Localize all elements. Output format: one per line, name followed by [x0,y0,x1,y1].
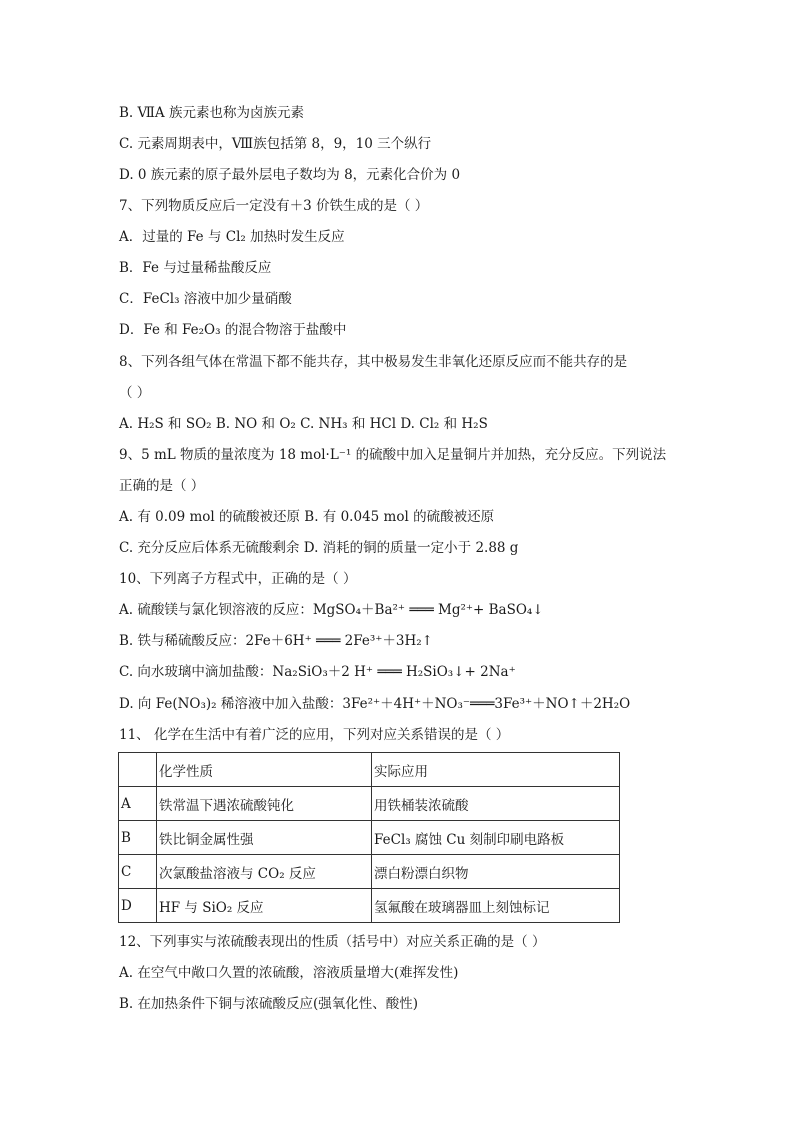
question-12: 12、下列事实与浓硫酸表现出的性质（括号中）对应关系正确的是（ ） [119,934,546,950]
table-row [119,855,620,889]
table-cell: 次氯酸盐溶液与 CO₂ 反应 [157,855,372,889]
option-line: A. H₂S 和 SO₂ B. NO 和 O₂ C. NH₃ 和 HCl D. Cl₂ 和 H₂S [119,416,488,432]
answer-table [118,752,620,923]
table-row [119,821,620,855]
question-11: 11、 化学在生活中有着广泛的应用，下列对应关系错误的是（ ） [119,727,510,743]
option-line: A．过量的 Fe 与 Cl₂ 加热时发生反应 [119,229,345,245]
option-line: A. 在空气中敞口久置的浓硫酸，溶液质量增大(难挥发性) [119,965,459,981]
option-line: B. 在加热条件下铜与浓硫酸反应(强氧化性、酸性) [119,996,419,1012]
table-row [119,787,620,821]
table-cell: A [119,787,157,821]
table-header-row [119,753,620,787]
table-cell [119,753,157,787]
option-line: A. 有 0.09 mol 的硫酸被还原 B. 有 0.045 mol 的硫酸被还原 [119,509,495,525]
table-cell: FeCl₃ 腐蚀 Cu 刻制印刷电路板 [372,821,620,855]
answer-blank: （ ） [119,385,151,401]
question-line: D. 0 族元素的原子最外层电子数均为 8，元素化合价为 0 [119,167,461,183]
table-cell: 化学性质 [157,753,372,787]
table-cell: C [119,855,157,889]
question-8: 8、下列各组气体在常温下都不能共存，其中极易发生非氧化还原反应而不能共存的是 [119,354,628,370]
option-line: B. 铁与稀硫酸反应：2Fe＋6H⁺ ═══ 2Fe³⁺＋3H₂↑ [119,633,433,649]
table-cell: 漂白粉漂白织物 [372,855,620,889]
question-line: C. 元素周期表中，Ⅷ族包括第 8，9，10 三个纵行 [119,136,432,152]
question-7: 7、下列物质反应后一定没有＋3 价铁生成的是（ ） [119,198,429,214]
table-cell: 铁比铜金属性强 [157,821,372,855]
question-line: B. ⅦA 族元素也称为卤族元素 [119,105,304,121]
table-cell: HF 与 SiO₂ 反应 [157,889,372,923]
table-cell: B [119,821,157,855]
option-line: C．FeCl₃ 溶液中加少量硝酸 [119,291,292,307]
table-cell: 用铁桶装浓硫酸 [372,787,620,821]
option-line: D. 向 Fe(NO₃)₂ 稀溶液中加入盐酸：3Fe²⁺＋4H⁺＋NO₃⁻═══3Fe³⁺＋NO↑＋2H₂O [119,696,631,712]
table-cell: 铁常温下遇浓硫酸钝化 [157,787,372,821]
table-cell: 实际应用 [372,753,620,787]
option-line: D．Fe 和 Fe₂O₃ 的混合物溶于盐酸中 [119,322,347,338]
question-9: 9、5 mL 物质的量浓度为 18 mol·L⁻¹ 的硫酸中加入足量铜片并加热，充分反应。下列说法 [119,447,667,463]
option-line: C. 充分反应后体系无硫酸剩余 D. 消耗的铜的质量一定小于 2.88 g [119,540,519,556]
table-cell: 氢氟酸在玻璃器皿上刻蚀标记 [372,889,620,923]
question-line: 正确的是（ ） [119,478,205,494]
option-line: B．Fe 与过量稀盐酸反应 [119,260,272,276]
question-10: 10、下列离子方程式中，正确的是（ ） [119,571,357,587]
table-cell: D [119,889,157,923]
table-row [119,889,620,923]
option-line: A. 硫酸镁与氯化钡溶液的反应：MgSO₄＋Ba²⁺ ═══ Mg²⁺+ BaSO₄↓ [119,602,544,618]
option-line: C. 向水玻璃中滴加盐酸：Na₂SiO₃＋2 H⁺ ═══ H₂SiO₃↓+ 2Na⁺ [119,664,516,680]
